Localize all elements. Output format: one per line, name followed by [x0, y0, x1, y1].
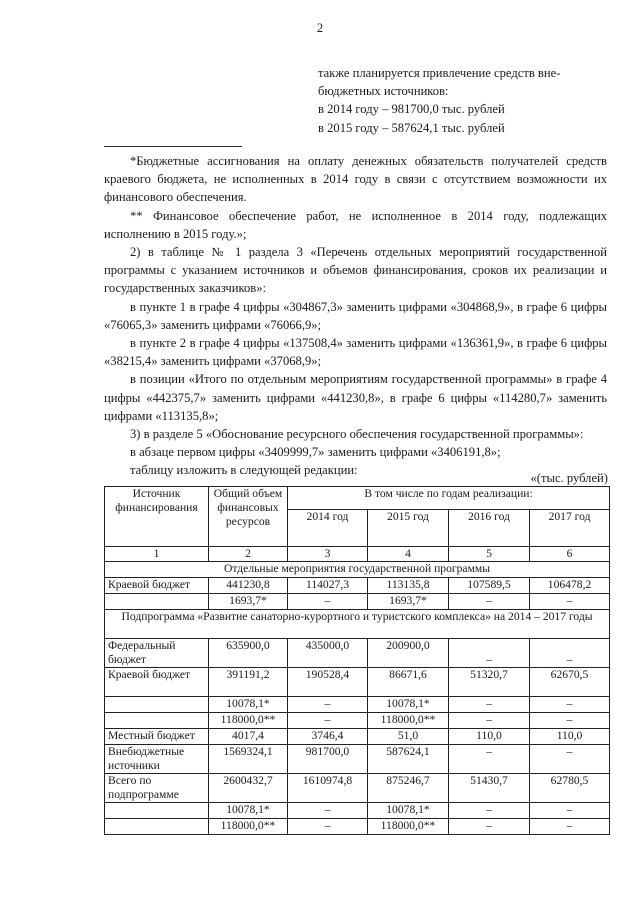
cell: 51320,7 [449, 668, 530, 697]
cell: 1693,7* [209, 594, 288, 610]
body-text [104, 152, 607, 480]
header-by-years: В том числе по годам реализации: [288, 487, 610, 510]
header-year: 2014 год [288, 510, 368, 547]
cell: – [530, 697, 610, 713]
cell: – [288, 697, 368, 713]
row-label: Федеральный бюджет [105, 639, 209, 668]
cell: 51,0 [368, 729, 449, 745]
row-label: Местный бюджет [105, 729, 209, 745]
table-row [105, 745, 610, 774]
cell: 118000,0** [209, 713, 288, 729]
col-number: 5 [449, 547, 530, 562]
paragraph: ** Финансовое обеспечение работ, не исполненное в 2014 году, подлежащих исполнению в 2015 году.»; [104, 208, 607, 241]
cell: – [530, 594, 610, 610]
cell: 110,0 [449, 729, 530, 745]
row-label [105, 713, 209, 729]
row-label [105, 819, 209, 835]
cell: – [530, 745, 610, 774]
header-source: Источник финансирования [105, 487, 209, 547]
cell: 1693,7* [368, 594, 449, 610]
cell: 3746,4 [288, 729, 368, 745]
paragraph: 3) в разделе 5 «Обоснование ресурсного обеспечения государственной программы»: [130, 427, 584, 442]
footnote-separator [104, 146, 242, 147]
cell: – [449, 803, 530, 819]
header-year: 2017 год [530, 510, 610, 547]
cell: – [530, 803, 610, 819]
cell: 435000,0 [288, 639, 368, 668]
cell: – [449, 745, 530, 774]
cell: 118000,0** [368, 713, 449, 729]
table-row [105, 594, 610, 610]
paragraph: в позиции «Итого по отдельным мероприятиям государственной программы» в графе 4 цифры «442375,7» заменить цифрами «441230,8», в графе 6 цифры «114280,7» заменить цифрами «113135,8»; [104, 372, 607, 423]
row-label [105, 803, 209, 819]
cell: – [449, 713, 530, 729]
row-label: Краевой бюджет [105, 578, 209, 594]
cell: 110,0 [530, 729, 610, 745]
cell: 391191,2 [209, 668, 288, 697]
cell: 4017,4 [209, 729, 288, 745]
cell: 441230,8 [209, 578, 288, 594]
cell: 106478,2 [530, 578, 610, 594]
cell: 635900,0 [209, 639, 288, 668]
cell: 1569324,1 [209, 745, 288, 774]
cell: – [530, 713, 610, 729]
top-note-line: также планируется привлечение средств вне- [318, 66, 561, 80]
cell: 86671,6 [368, 668, 449, 697]
cell: – [449, 819, 530, 835]
cell: – [288, 819, 368, 835]
cell: – [449, 697, 530, 713]
table-row [105, 697, 610, 713]
table-row [105, 774, 610, 803]
cell: 114027,3 [288, 578, 368, 594]
cell: 118000,0** [368, 819, 449, 835]
row-label: Внебюджетные источники [105, 745, 209, 774]
unit-note: «(тыс. рублей) [530, 471, 608, 485]
table-row [105, 803, 610, 819]
table-row [105, 578, 610, 594]
paragraph: в пункте 1 в графе 4 цифры «304867,3» заменить цифрами «304868,9», в графе 6 цифры «76065,3» заменить цифрами «76066,9»; [104, 299, 607, 332]
cell: 62670,5 [530, 668, 610, 697]
col-number: 1 [105, 547, 209, 562]
cell: 2600432,7 [209, 774, 288, 803]
paragraph: таблицу изложить в следующей редакции: [130, 463, 358, 478]
table-row [105, 729, 610, 745]
top-note-line: в 2015 году – 587624,1 тыс. рублей [318, 120, 505, 135]
cell: – [449, 639, 530, 668]
section-title: Подпрограмма «Развитие санаторно-курортного и туристского комплекса» на 2014 – 2017 годы [105, 610, 610, 639]
cell: 10078,1* [209, 803, 288, 819]
header-year: 2016 год [449, 510, 530, 547]
cell: – [288, 594, 368, 610]
cell: 10078,1* [368, 697, 449, 713]
row-label [105, 594, 209, 610]
cell: – [530, 819, 610, 835]
table-row [105, 713, 610, 729]
row-label [105, 697, 209, 713]
top-note-line: в 2014 году – 981700,0 тыс. рублей [318, 102, 505, 117]
cell: 10078,1* [209, 697, 288, 713]
section-title: Отдельные мероприятия государственной программы [105, 562, 610, 578]
cell: 200900,0 [368, 639, 449, 668]
cell: 587624,1 [368, 745, 449, 774]
header-year: 2015 год [368, 510, 449, 547]
cell: 107589,5 [449, 578, 530, 594]
cell: 1610974,8 [288, 774, 368, 803]
paragraph: в пункте 2 в графе 4 цифры «137508,4» заменить цифрами «136361,9», в графе 6 цифры «38215,4» заменить цифрами «37068,9»; [104, 336, 607, 369]
cell: – [530, 639, 610, 668]
top-note-line: бюджетных источников: [318, 84, 449, 99]
col-number: 2 [209, 547, 288, 562]
row-label: Краевой бюджет [105, 668, 209, 697]
col-number: 4 [368, 547, 449, 562]
cell: – [449, 594, 530, 610]
cell: 875246,7 [368, 774, 449, 803]
cell: 118000,0** [209, 819, 288, 835]
paragraph: в абзаце первом цифры «3409999,7» заменить цифрами «3406191,8»; [130, 445, 501, 460]
table-row [105, 819, 610, 835]
cell: 51430,7 [449, 774, 530, 803]
cell: 981700,0 [288, 745, 368, 774]
row-label: Всего по подпрограмме [105, 774, 209, 803]
col-number: 6 [530, 547, 610, 562]
top-note-block [318, 64, 618, 137]
cell: – [288, 713, 368, 729]
cell: – [288, 803, 368, 819]
col-number: 3 [288, 547, 368, 562]
paragraph: 2) в таблице № 1 раздела 3 «Перечень отдельных мероприятий государственной программы с указанием источников и объемов финансирования, сроков их реализации и государственных заказчиков»: [104, 245, 607, 296]
cell: 62780,5 [530, 774, 610, 803]
paragraph: *Бюджетные ассигнования на оплату денежных обязательств получателей средств краевого бюджета, не исполненных в 2014 году в связи с отсутствием возможности их финансового обеспечения. [104, 154, 607, 205]
table-row [105, 639, 610, 668]
cell: 190528,4 [288, 668, 368, 697]
cell: 113135,8 [368, 578, 449, 594]
financing-table [104, 486, 610, 835]
cell: 10078,1* [368, 803, 449, 819]
header-total: Общий объем финансовых ресурсов [209, 487, 288, 547]
table-row [105, 668, 610, 697]
page-number: 2 [316, 21, 324, 35]
